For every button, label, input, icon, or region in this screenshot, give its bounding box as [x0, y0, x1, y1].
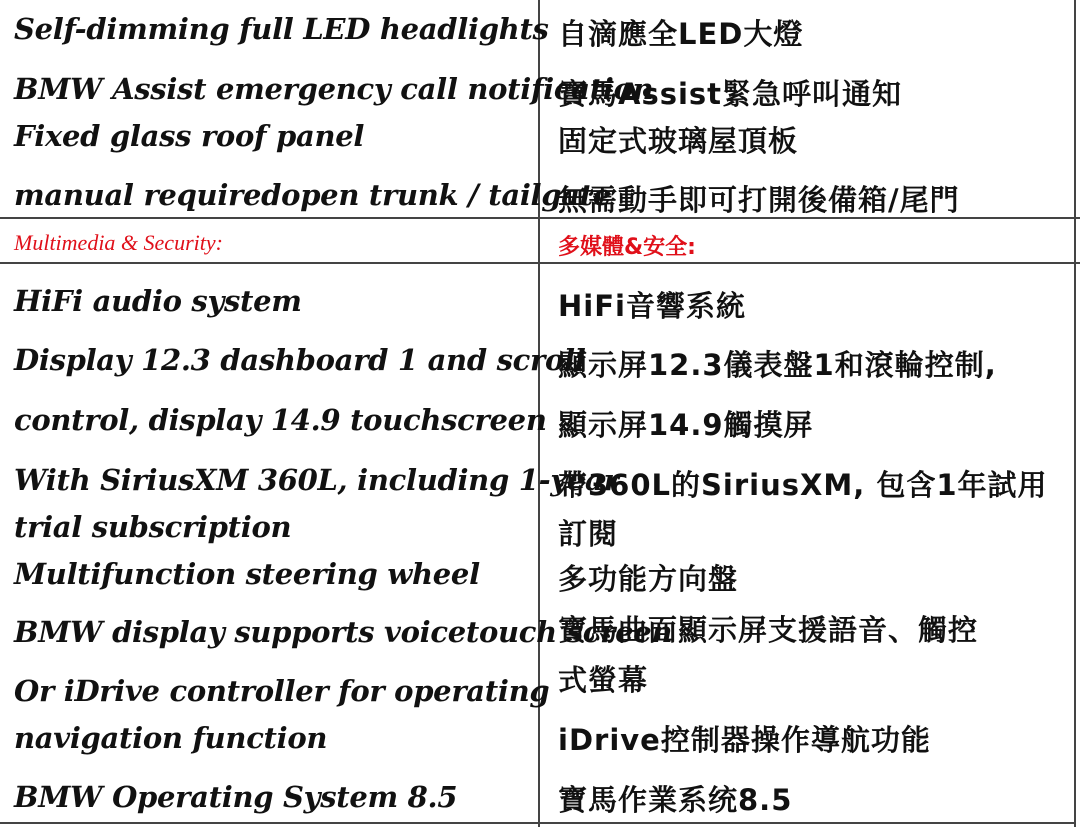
section-heading-en: Multimedia & Security:	[14, 230, 223, 255]
feature-zh: 式螢幕	[558, 663, 649, 697]
feature-en: With SiriusXM 360L, including 1-year	[14, 463, 619, 497]
feature-zh: 訂閱	[558, 517, 619, 551]
feature-en: Fixed glass roof panel	[14, 119, 365, 153]
feature-en: Self-dimming full LED headlights	[14, 12, 549, 46]
row-divider	[0, 262, 1080, 264]
table-bottom-border	[0, 822, 1076, 824]
feature-en: trial subscription	[14, 510, 292, 544]
feature-zh: 帶360L的SiriusXM, 包含1年試用	[558, 468, 1048, 502]
feature-en: Or iDrive controller for operating	[14, 674, 550, 708]
feature-zh: 寶馬Assist緊急呼叫通知	[558, 77, 903, 111]
feature-zh: 顯示屏12.3儀表盤1和滾輪控制,	[558, 348, 997, 382]
feature-en: manual requiredopen trunk / tailgate	[14, 178, 611, 212]
feature-en: navigation function	[14, 721, 328, 755]
feature-zh: 寶馬作業系统8.5	[558, 783, 793, 817]
feature-zh: 顯示屏14.9觸摸屏	[558, 408, 814, 442]
table-right-border	[1074, 0, 1076, 827]
feature-zh: 自滴應全LED大燈	[558, 17, 804, 51]
feature-en: Display 12.3 dashboard 1 and scroll	[14, 343, 586, 377]
section-heading-zh: 多媒體&安全:	[558, 235, 696, 260]
feature-zh: HiFi音響系統	[558, 289, 746, 323]
feature-zh: 多功能方向盤	[558, 562, 739, 596]
feature-en: BMW Assist emergency call notification	[14, 72, 654, 106]
feature-en: control, display 14.9 touchscreen	[14, 403, 547, 437]
feature-en: Multifunction steering wheel	[14, 557, 480, 591]
feature-zh: 寶馬曲面顯示屏支援語音、觸控	[558, 613, 979, 647]
feature-en: HiFi audio system	[14, 284, 302, 318]
feature-en: BMW Operating System 8.5	[14, 780, 458, 814]
feature-zh: iDrive控制器操作導航功能	[558, 723, 931, 757]
feature-zh: 無需動手即可打開後備箱/尾門	[558, 183, 960, 217]
feature-en: BMW display supports voicetouch screen	[14, 615, 673, 649]
feature-zh: 固定式玻璃屋頂板	[558, 124, 799, 158]
